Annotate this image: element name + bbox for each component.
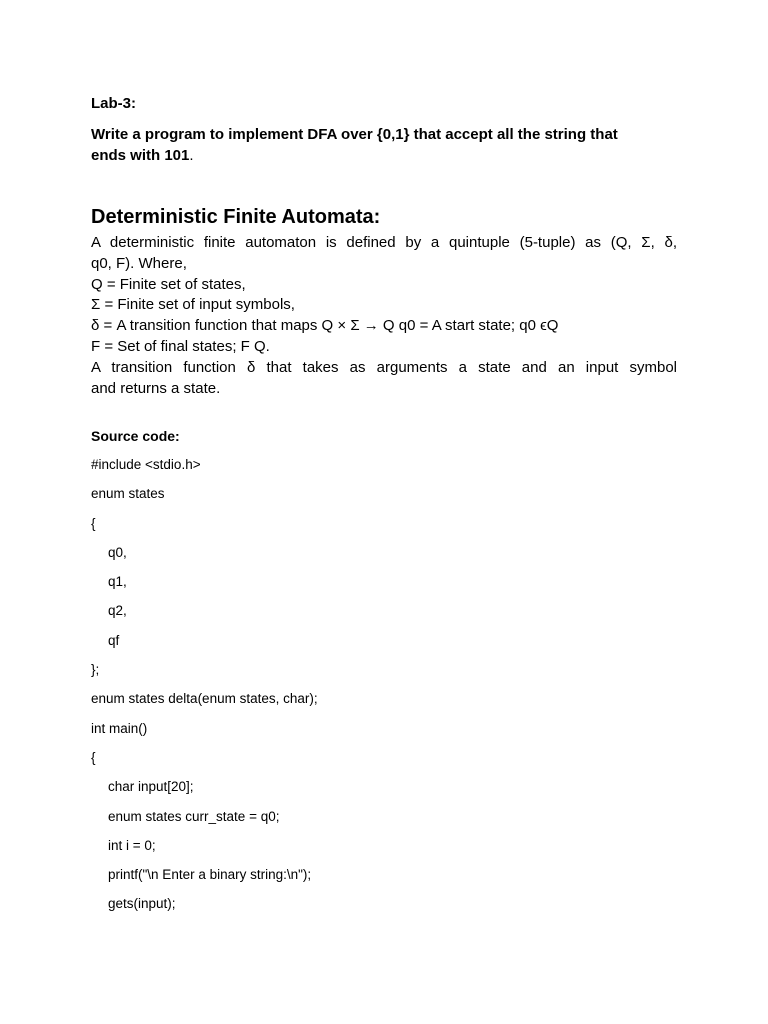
code-line: q2, [108, 603, 127, 619]
code-line: enum states delta(enum states, char); [91, 691, 318, 707]
task-line-1: Write a program to implement DFA over {0,1} that accept all the string that [91, 126, 618, 143]
code-line: gets(input); [108, 896, 176, 912]
code-line: int main() [91, 720, 148, 736]
delta-definition: δ = A transition function that maps Q × Σ → Q q0 = A start state; q0 ϵQ [91, 317, 559, 335]
code-line: qf [108, 632, 120, 648]
section-heading: Deterministic Finite Automata: [91, 206, 381, 228]
definition-line-1: A deterministic finite automaton is defined by a quintuple (5-tuple) as (Q, Σ, δ, [91, 234, 677, 251]
dfa-definition [91, 233, 677, 399]
q-definition: Q = Finite set of states, [91, 275, 246, 293]
task-end-period: . [189, 147, 194, 164]
task-statement [91, 124, 691, 166]
code-line: { [91, 515, 96, 531]
code-line: #include <stdio.h> [91, 457, 201, 472]
code-line: q0, [108, 544, 127, 560]
task-line-2-text: ends with 101 [91, 147, 190, 164]
task-line-2 [91, 145, 691, 166]
code-line: printf("\n Enter a binary string:\n"); [108, 867, 312, 883]
source-code-label: Source code: [91, 428, 180, 444]
transition-line-2: and returns a state. [91, 379, 221, 397]
code-line: enum states [91, 486, 165, 502]
code-line: { [91, 749, 96, 765]
transition-line-1: A transition function δ that takes as arguments a state and an input symbol [91, 358, 677, 376]
sigma-definition: Σ = Finite set of input symbols, [91, 296, 295, 314]
code-line: }; [91, 662, 100, 678]
definition-line-2: q0, F). Where, [91, 254, 187, 272]
code-line: q1, [108, 574, 127, 590]
f-definition: F = Set of final states; F Q. [91, 337, 270, 355]
code-line: int i = 0; [108, 837, 156, 853]
code-line: char input[20]; [108, 779, 194, 795]
code-line: enum states curr_state = q0; [108, 808, 280, 824]
source-code-block [91, 455, 318, 924]
lab-title: Lab-3: [91, 95, 136, 112]
